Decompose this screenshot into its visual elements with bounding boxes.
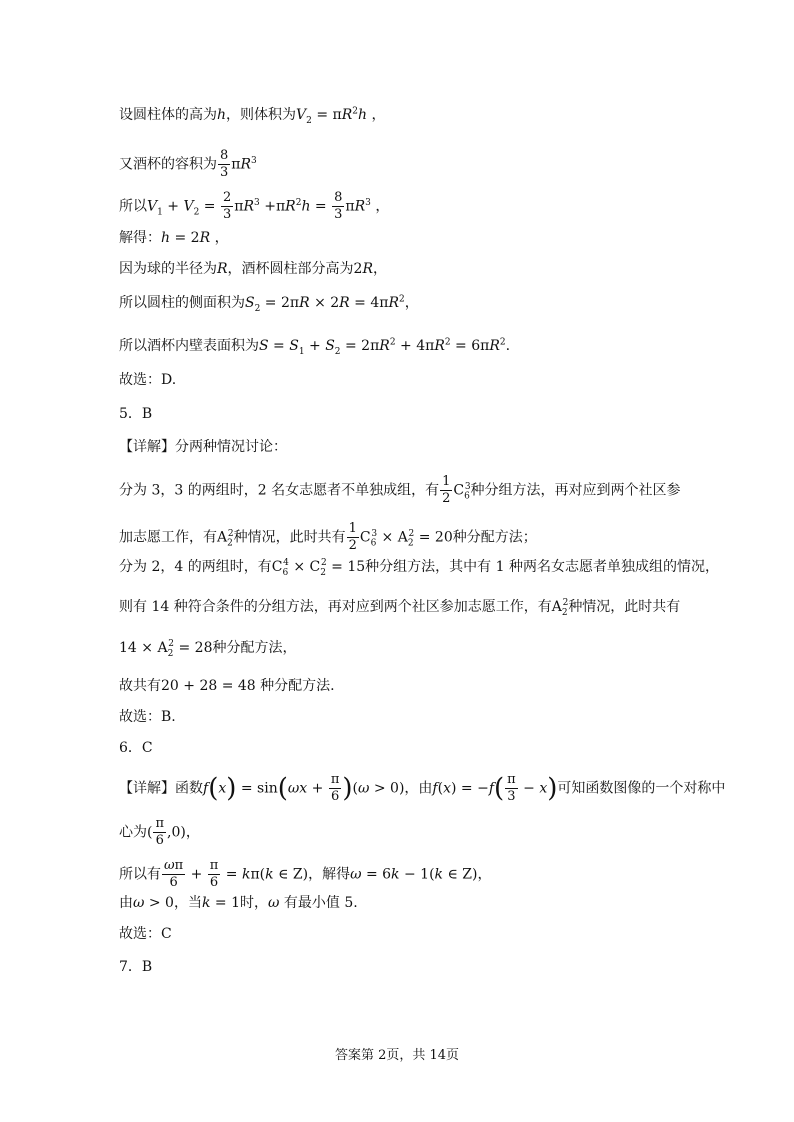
text-line: 故共有20 + 28 = 48 种分配方法. (119, 678, 335, 694)
text-line: 【详解】分两种情况讨论： (119, 439, 287, 455)
text-line: 故选：D. (119, 372, 177, 388)
text-line: 所以圆柱的侧面积为$S_2 = 2\pi R \times 2R = 4\pi R^2$， (119, 294, 419, 314)
text-line: 设圆柱体的高为h，则体积为$V_2 = \pi R^2h$ ， (119, 106, 386, 126)
text-line: $14 \times A_2^2 = 28$种分配方法， (119, 639, 297, 659)
text-line: 加志愿工作，有$A_2^2$种情况，此时共有 $\frac{1}{2}$ $C_6^3 \times A_2^2 = 20$种分配方法； (119, 521, 537, 553)
question-number: 7．B (119, 959, 153, 975)
question-number: 6．C (119, 740, 153, 756)
text-line: 所以有 $\frac{\omega\pi}{6}$ + $\frac{\pi}{6}$ = kπ(k ∈ Z)，解得ω = 6k − 1(k ∈ Z)， (119, 858, 492, 890)
question-number: 5．B (119, 406, 153, 422)
text-line: 分为 2，4 的两组时，有$C_6^4 \times C_2^2 = 15$种分组方法，其中有 1 种两名女志愿者单独成组的情况， (119, 558, 719, 578)
text-line: 解得：h = 2R ， (119, 230, 229, 246)
text-line: 因为球的半径为R，酒杯圆柱部分高为2R， (119, 261, 388, 277)
text-line: 【详解】函数f(x) = sin(ωx + $\frac{\pi}{6}$ )(ω > 0)，由f(x) = −f( $\frac{\pi}{3}$ − x)可知函数图像的一个对称中 (119, 772, 726, 804)
text-line: 故选：C (119, 926, 172, 942)
text-line: 心为( $\frac{\pi}{6}$ ,0)， (119, 816, 200, 848)
text-line: 又酒杯的容积为 $\frac{8}{3}$ $\pi R^3$ (119, 148, 257, 180)
text-line: 所以$V_1 + V_2$ = $\frac{2}{3}$ $\pi R^3 +\pi R^2h$ = $\frac{8}{3}$ $\pi R^3$ ， (119, 190, 390, 222)
page-footer: 答案第 2页，共 14页 (334, 1048, 460, 1063)
text-line: 则有 14 种符合条件的分组方法，再对应到两个社区参加志愿工作，有$A_2^2$种情况，此时共有 (119, 598, 681, 618)
text-line: 由ω > 0，当k = 1时，ω 有最小值 5. (119, 895, 358, 911)
text-line: 分为 3，3 的两组时，2 名女志愿者不单独成组，有 $\frac{1}{2}$ $C_6^3$种分组方法，再对应到两个社区参 (119, 474, 681, 506)
text-line: 所以酒杯内壁表面积为$S = S_1 + S_2 = 2\pi R^2 + 4\pi R^2 = 6\pi R^2$. (119, 337, 511, 357)
text-line: 故选：B. (119, 709, 176, 725)
